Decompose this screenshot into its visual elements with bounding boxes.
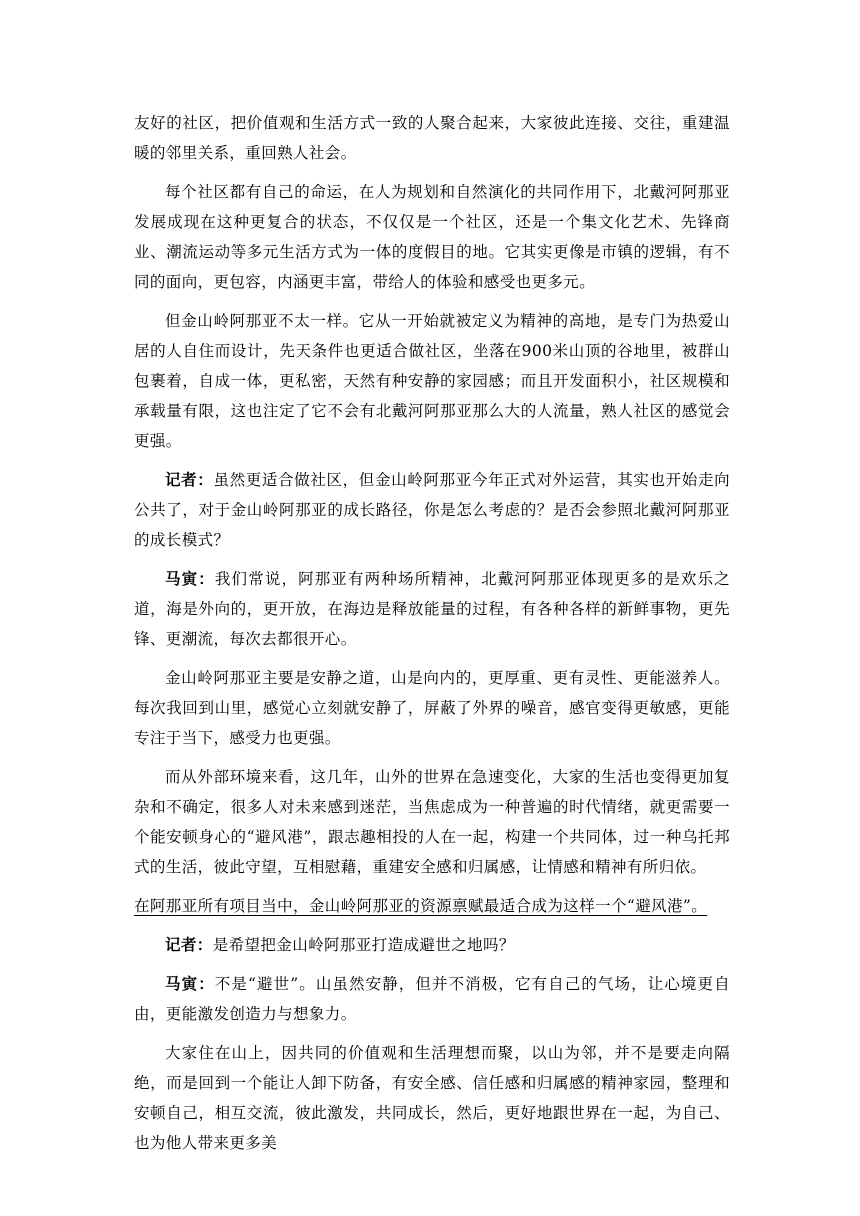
mayin-answer-1 [134, 564, 730, 654]
paragraph-6-underlined [134, 891, 730, 921]
answer-text: 不是“避世”。山虽然安静，但并不消极，它有自己的气场，让心境更自由，更能激发创造力与想象力。 [134, 975, 731, 1023]
paragraph-3: 但金山岭阿那亚不太一样。它从一开始就被定义为精神的高地，是专门为热爱山居的人自住而设计，先天条件也更适合做社区，坐落在900米山顶的谷地里，被群山包裹着，自成一体，更私密，天然有种安静的家园感；而且开发面积小，社区规模和承载量有限，这也注定了它不会有北戴河阿那亚那么大的人流量，熟人社区的感觉会更强。 [134, 312, 730, 450]
answer-text: 我们常说，阿那亚有两种场所精神，北戴河阿那亚体现更多的是欢乐之道，海是外向的，更开放，在海边是释放能量的过程，有各种各样的新鲜事物，更先锋、更潮流，每次去都很开心。 [134, 570, 730, 648]
paragraph-4: 金山岭阿那亚主要是安静之道，山是向内的，更厚重、更有灵性、更能滋养人。每次我回到山里，感觉心立刻就安静了，屏蔽了外界的噪音，感官变得更敏感，更能专注于当下，感受力也更强。 [134, 669, 730, 747]
paragraph-7: 大家住在山上，因共同的价值观和生活理想而聚，以山为邻，并不是要走向隔绝，而是回到一个能让人卸下防备，有安全感、信任感和归属感的精神家园，整理和安顿自己，相互交流，彼此激发，共同成长，然后，更好地跟世界在一起，为自己、也为他人带来更多美 [134, 1044, 730, 1152]
paragraph-2: 每个社区都有自己的命运，在人为规划和自然演化的共同作用下，北戴河阿那亚发展成现在这种更复合的状态，不仅仅是一个社区，还是一个集文化艺术、先锋商业、潮流运动等多元生活方式为一体的度假目的地。它其实更像是市镇的逻辑，有不同的面向，更包容，内涵更丰富，带给人的体验和感受也更多元。 [134, 183, 730, 291]
underlined-sentence: 在阿那亚所有项目当中，金山岭阿那亚的资源禀赋最适合成为这样一个“避风港”。 [134, 897, 708, 915]
mayin-label: 马寅： [165, 975, 215, 993]
mayin-label: 马寅： [165, 570, 215, 588]
paragraph-1: 友好的社区，把价值观和生活方式一致的人聚合起来，大家彼此连接、交往，重建温暖的邻里关系，重回熟人社会。 [134, 114, 730, 162]
reporter-question-2 [134, 930, 730, 960]
mayin-answer-2 [134, 969, 730, 1029]
question-text: 是希望把金山岭阿那亚打造成避世之地吗？ [212, 936, 515, 954]
question-text: 虽然更适合做社区，但金山岭阿那亚今年正式对外运营，其实也开始走向公共了，对于金山岭阿那亚的成长路径，你是怎么考虑的？是否会参照北戴河阿那亚的成长模式？ [134, 471, 730, 549]
reporter-label: 记者： [165, 471, 214, 489]
article-body [134, 108, 730, 1167]
reporter-question-1 [134, 465, 730, 555]
reporter-label: 记者： [165, 936, 213, 954]
paragraph-5: 而从外部环境来看，这几年，山外的世界在急速变化，大家的生活也变得更加复杂和不确定，很多人对未来感到迷茫，当焦虑成为一种普遍的时代情绪，就更需要一个能安顿身心的“避风港”，跟志趣相投的人在一起，构建一个共同体，过一种乌托邦式的生活，彼此守望，互相慰藉，重建安全感和归属感，让情感和精神有所归依。 [134, 768, 730, 876]
